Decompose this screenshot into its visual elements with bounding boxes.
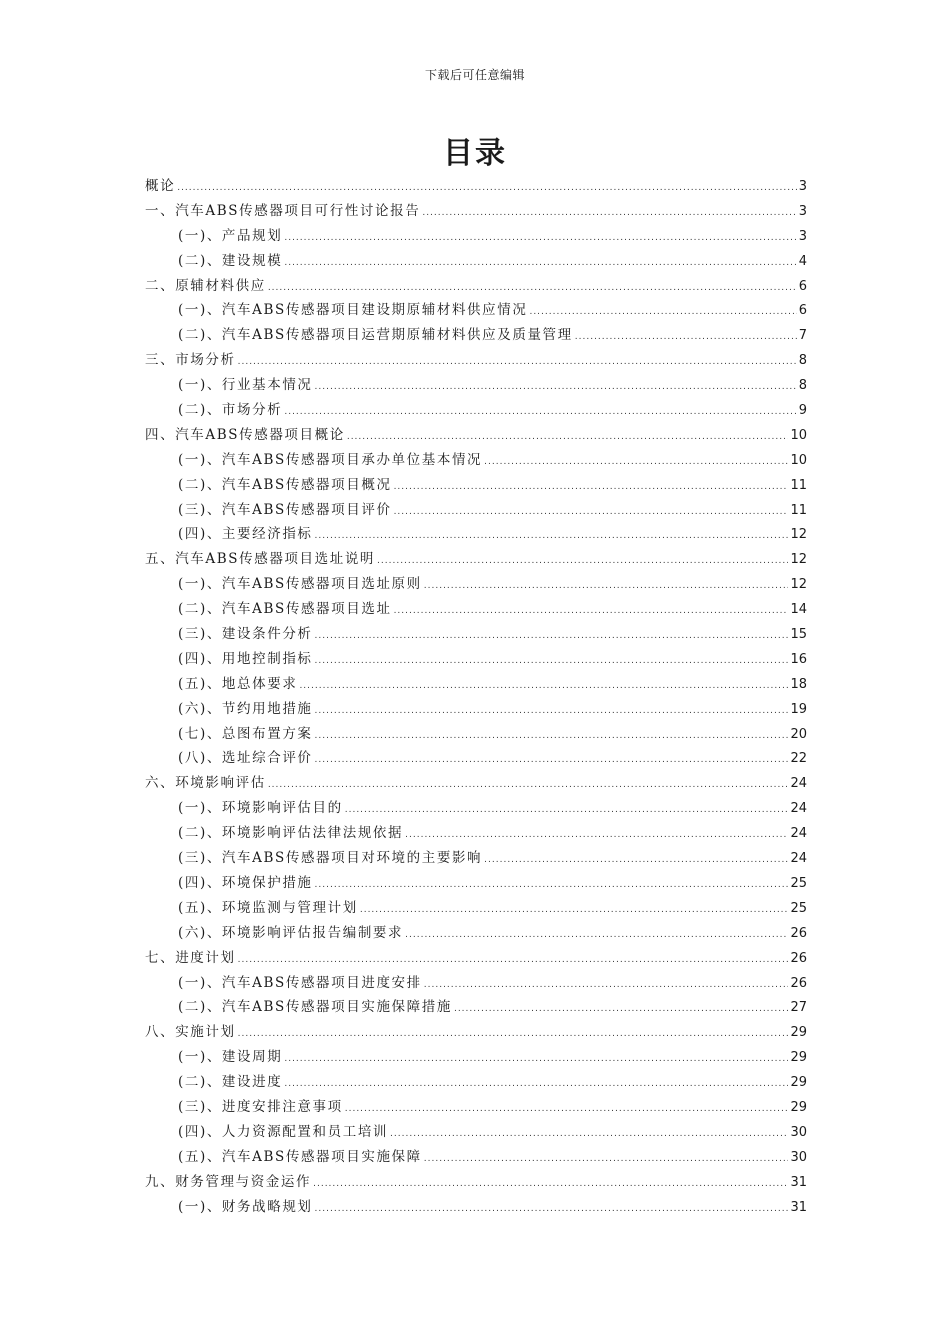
- toc-entry-label: 八、实施计划: [145, 1024, 236, 1041]
- toc-dot-leader: [484, 848, 788, 873]
- toc-entry-page-number: 19: [790, 701, 807, 717]
- toc-entry[interactable]: [145, 249, 807, 274]
- toc-entry[interactable]: [145, 348, 807, 373]
- toc-entry-label: (一)、建设周期: [178, 1049, 283, 1066]
- toc-entry[interactable]: [145, 522, 807, 547]
- toc-entry-page-number: 26: [790, 975, 807, 991]
- toc-dot-leader: [315, 375, 797, 400]
- toc-dot-leader: [390, 1122, 788, 1147]
- toc-entry-label: (一)、汽车ABS传感器项目进度安排: [178, 974, 422, 991]
- toc-entry[interactable]: [145, 1095, 807, 1120]
- toc-entry-label: (二)、环境影响评估法律法规依据: [178, 825, 404, 842]
- toc-entry-label: (二)、市场分析: [178, 402, 283, 419]
- toc-dot-leader: [238, 350, 797, 375]
- toc-entry-label: (三)、进度安排注意事项: [178, 1098, 343, 1115]
- toc-entry-label: (五)、环境监测与管理计划: [178, 899, 358, 916]
- toc-entry-page-number: 10: [790, 427, 807, 443]
- toc-entry-label: (一)、财务战略规划: [178, 1198, 313, 1215]
- toc-dot-leader: [347, 425, 789, 450]
- toc-entry-label: (一)、行业基本情况: [178, 377, 313, 394]
- toc-dot-leader: [424, 1147, 789, 1172]
- toc-dot-leader: [394, 475, 789, 500]
- toc-entry-label: (四)、主要经济指标: [178, 526, 313, 543]
- toc-entry-label: 六、环境影响评估: [145, 775, 266, 792]
- toc-entry-label: (三)、建设条件分析: [178, 626, 313, 643]
- table-of-contents: [145, 174, 807, 1219]
- toc-entry[interactable]: [145, 373, 807, 398]
- toc-dot-leader: [315, 1197, 789, 1222]
- toc-entry[interactable]: [145, 199, 807, 224]
- toc-entry-page-number: 8: [798, 378, 807, 394]
- toc-entry[interactable]: [145, 1120, 807, 1145]
- toc-dot-leader: [377, 549, 788, 574]
- toc-entry[interactable]: [145, 473, 807, 498]
- toc-entry[interactable]: [145, 1045, 807, 1070]
- toc-dot-leader: [268, 276, 797, 301]
- toc-entry[interactable]: [145, 448, 807, 473]
- toc-entry[interactable]: [145, 672, 807, 697]
- toc-dot-leader: [268, 773, 789, 798]
- toc-entry-page-number: 3: [798, 228, 807, 244]
- toc-entry-label: (二)、汽车ABS传感器项目选址: [178, 601, 392, 618]
- toc-entry-page-number: 20: [790, 726, 807, 742]
- toc-entry-label: (一)、汽车ABS传感器项目承办单位基本情况: [178, 451, 483, 468]
- toc-dot-leader: [313, 1172, 788, 1197]
- toc-entry[interactable]: [145, 498, 807, 523]
- toc-entry[interactable]: [145, 697, 807, 722]
- toc-entry-page-number: 24: [790, 826, 807, 842]
- toc-entry-page-number: 15: [790, 627, 807, 643]
- toc-entry-label: (五)、汽车ABS传感器项目实施保障: [178, 1148, 422, 1165]
- toc-dot-leader: [345, 1097, 789, 1122]
- toc-dot-leader: [422, 201, 796, 226]
- toc-entry-page-number: 26: [790, 950, 807, 966]
- toc-entry[interactable]: [145, 323, 807, 348]
- toc-entry-label: (二)、汽车ABS传感器项目概况: [178, 476, 392, 493]
- toc-entry-page-number: 11: [790, 502, 807, 518]
- toc-title: 目录: [443, 136, 507, 171]
- toc-entry-page-number: 6: [798, 303, 807, 319]
- toc-entry-page-number: 30: [790, 1149, 807, 1165]
- toc-entry-page-number: 29: [790, 1075, 807, 1091]
- toc-entry[interactable]: [145, 846, 807, 871]
- toc-entry-label: (五)、地总体要求: [178, 675, 298, 692]
- toc-entry[interactable]: [145, 647, 807, 672]
- toc-entry-label: 一、汽车ABS传感器项目可行性讨论报告: [145, 202, 421, 219]
- toc-entry-label: (四)、人力资源配置和员工培训: [178, 1123, 389, 1140]
- toc-dot-leader: [575, 325, 797, 350]
- toc-entry-label: (二)、汽车ABS传感器项目运营期原辅材料供应及质量管理: [178, 327, 573, 344]
- toc-entry-label: 九、财务管理与资金运作: [145, 1173, 312, 1190]
- toc-entry-page-number: 12: [790, 527, 807, 543]
- toc-entry-page-number: 16: [790, 651, 807, 667]
- toc-entry[interactable]: [145, 1070, 807, 1095]
- toc-entry[interactable]: [145, 1145, 807, 1170]
- toc-entry[interactable]: [145, 746, 807, 771]
- toc-entry-label: (四)、环境保护措施: [178, 874, 313, 891]
- page-header-note: 下载后可任意编辑: [424, 68, 525, 82]
- toc-entry[interactable]: [145, 722, 807, 747]
- toc-entry-page-number: 12: [790, 577, 807, 593]
- toc-entry[interactable]: [145, 174, 807, 199]
- toc-entry-page-number: 10: [790, 452, 807, 468]
- toc-dot-leader: [284, 1047, 788, 1072]
- toc-entry-page-number: 24: [790, 801, 807, 817]
- toc-dot-leader: [299, 674, 788, 699]
- toc-entry[interactable]: [145, 771, 807, 796]
- toc-dot-leader: [360, 898, 789, 923]
- toc-dot-leader: [454, 997, 789, 1022]
- toc-entry-page-number: 3: [798, 179, 807, 194]
- toc-entry[interactable]: [145, 946, 807, 971]
- toc-dot-leader: [424, 973, 789, 998]
- toc-entry[interactable]: [145, 871, 807, 896]
- toc-entry[interactable]: [145, 1195, 807, 1220]
- toc-entry-label: (八)、选址综合评价: [178, 750, 313, 767]
- toc-entry-label: (四)、用地控制指标: [178, 650, 313, 667]
- toc-dot-leader: [238, 948, 789, 973]
- toc-entry[interactable]: [145, 995, 807, 1020]
- toc-entry-page-number: 29: [790, 1099, 807, 1115]
- toc-entry-label: (六)、环境影响评估报告编制要求: [178, 924, 404, 941]
- toc-entry-page-number: 4: [798, 253, 807, 269]
- toc-entry[interactable]: [145, 896, 807, 921]
- toc-entry[interactable]: [145, 274, 807, 299]
- toc-entry[interactable]: [145, 921, 807, 946]
- toc-entry[interactable]: [145, 597, 807, 622]
- toc-entry-page-number: 25: [790, 900, 807, 916]
- toc-entry-label: 三、市场分析: [145, 352, 236, 369]
- toc-entry-page-number: 29: [790, 1025, 807, 1041]
- toc-entry-label: 二、原辅材料供应: [145, 277, 266, 294]
- toc-entry[interactable]: [145, 1170, 807, 1195]
- toc-dot-leader: [315, 699, 789, 724]
- toc-entry[interactable]: [145, 298, 807, 323]
- toc-dot-leader: [238, 1022, 789, 1047]
- toc-entry[interactable]: [145, 398, 807, 423]
- toc-entry-label: 概论: [145, 178, 176, 194]
- toc-dot-leader: [405, 923, 788, 948]
- toc-entry-page-number: 7: [798, 328, 807, 344]
- toc-entry-label: (一)、汽车ABS传感器项目建设期原辅材料供应情况: [178, 302, 528, 319]
- toc-entry[interactable]: [145, 423, 807, 448]
- toc-dot-leader: [394, 500, 789, 525]
- toc-entry-page-number: 25: [790, 875, 807, 891]
- toc-entry-page-number: 14: [790, 602, 807, 618]
- toc-entry[interactable]: [145, 622, 807, 647]
- toc-entry-page-number: 27: [790, 1000, 807, 1016]
- toc-entry-label: (三)、汽车ABS传感器项目评价: [178, 501, 392, 518]
- toc-dot-leader: [315, 748, 789, 773]
- toc-dot-leader: [315, 649, 789, 674]
- toc-entry-page-number: 26: [790, 925, 807, 941]
- toc-entry-label: (一)、环境影响评估目的: [178, 800, 343, 817]
- toc-entry-label: (六)、节约用地措施: [178, 700, 313, 717]
- toc-entry[interactable]: [145, 796, 807, 821]
- toc-entry-page-number: 31: [790, 1174, 807, 1190]
- toc-dot-leader: [284, 400, 796, 425]
- toc-entry-label: (一)、产品规划: [178, 227, 283, 244]
- toc-entry[interactable]: [145, 1020, 807, 1045]
- toc-entry-label: (一)、汽车ABS传感器项目选址原则: [178, 576, 422, 593]
- toc-entry-page-number: 3: [798, 203, 807, 219]
- toc-entry[interactable]: [145, 572, 807, 597]
- toc-entry-page-number: 24: [790, 776, 807, 792]
- toc-entry-page-number: 22: [790, 751, 807, 767]
- toc-dot-leader: [529, 300, 796, 325]
- toc-entry[interactable]: [145, 821, 807, 846]
- toc-dot-leader: [315, 524, 789, 549]
- toc-dot-leader: [284, 251, 796, 276]
- toc-entry-page-number: 9: [798, 403, 807, 419]
- toc-dot-leader: [345, 798, 789, 823]
- toc-entry-label: (七)、总图布置方案: [178, 725, 313, 742]
- toc-dot-leader: [484, 450, 788, 475]
- toc-dot-leader: [284, 226, 796, 251]
- toc-entry-page-number: 6: [798, 278, 807, 294]
- toc-entry-page-number: 8: [798, 353, 807, 369]
- toc-entry-page-number: 30: [790, 1124, 807, 1140]
- toc-entry-page-number: 18: [790, 676, 807, 692]
- toc-entry[interactable]: [145, 971, 807, 996]
- toc-entry-label: (二)、建设进度: [178, 1074, 283, 1091]
- toc-entry-label: (三)、汽车ABS传感器项目对环境的主要影响: [178, 850, 483, 867]
- toc-dot-leader: [315, 873, 789, 898]
- toc-dot-leader: [424, 574, 789, 599]
- toc-entry-label: 四、汽车ABS传感器项目概论: [145, 426, 345, 443]
- toc-entry-page-number: 31: [790, 1199, 807, 1215]
- toc-entry[interactable]: [145, 547, 807, 572]
- toc-dot-leader: [315, 724, 789, 749]
- toc-entry-page-number: 12: [790, 552, 807, 568]
- toc-dot-leader: [405, 823, 788, 848]
- toc-entry-label: 七、进度计划: [145, 949, 236, 966]
- toc-entry-label: (二)、建设规模: [178, 252, 283, 269]
- toc-dot-leader: [177, 176, 797, 201]
- toc-entry-page-number: 24: [790, 851, 807, 867]
- toc-entry-page-number: 11: [790, 477, 807, 493]
- toc-dot-leader: [284, 1072, 788, 1097]
- toc-entry[interactable]: [145, 224, 807, 249]
- toc-entry-label: (二)、汽车ABS传感器项目实施保障措施: [178, 999, 452, 1016]
- toc-dot-leader: [315, 624, 789, 649]
- toc-dot-leader: [394, 599, 789, 624]
- toc-entry-label: 五、汽车ABS传感器项目选址说明: [145, 551, 376, 568]
- toc-entry-page-number: 29: [790, 1050, 807, 1066]
